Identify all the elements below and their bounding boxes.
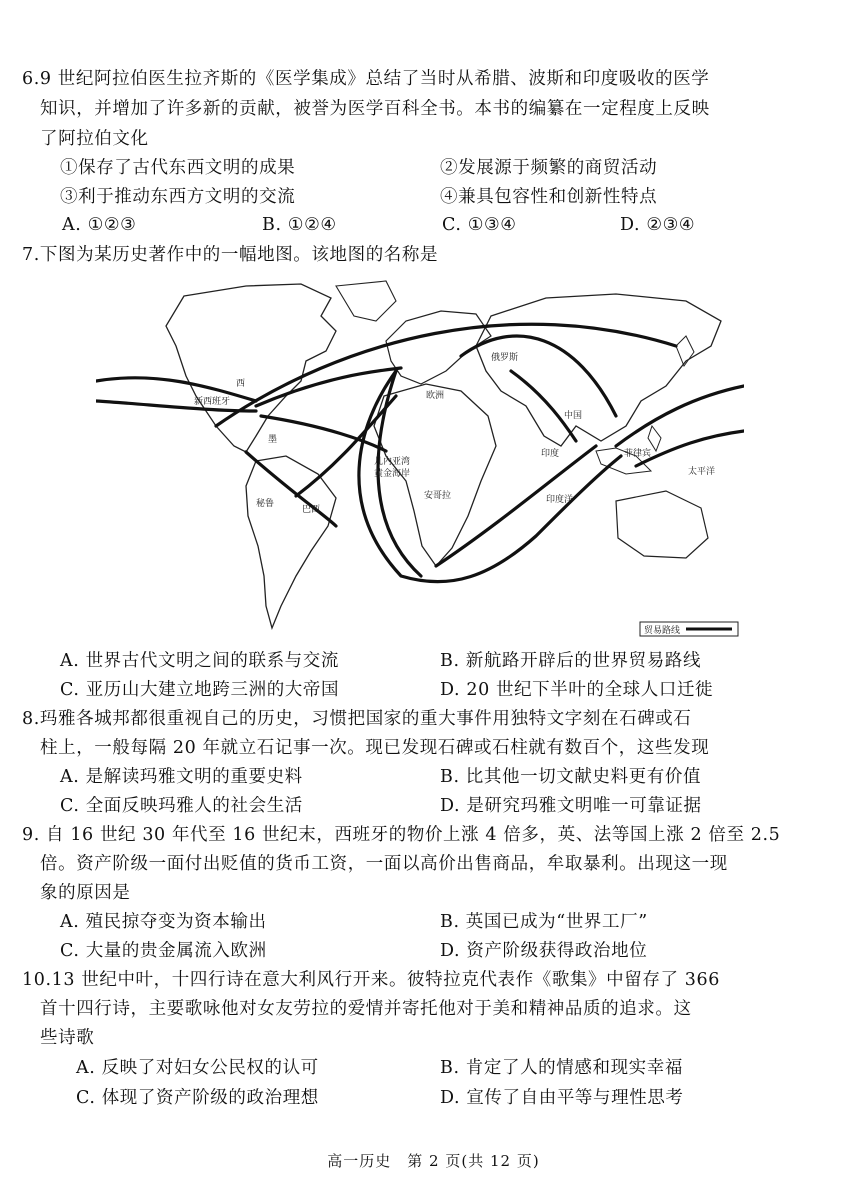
q10-option-d[interactable]: D. 宣传了自由平等与理性思考 xyxy=(440,1088,684,1108)
q7-option-a[interactable]: A. 世界古代文明之间的联系与交流 xyxy=(60,651,339,671)
q6-option-d[interactable]: D. ②③④ xyxy=(620,215,696,235)
map-label-europe: 欧洲 xyxy=(426,391,445,401)
q7-stem: 7.下图为某历史著作中的一幅地图。该地图的名称是 xyxy=(22,245,439,265)
q6-option-a[interactable]: A. ①②③ xyxy=(62,215,137,235)
page-footer: 高一历史 第 2 页(共 12 页) xyxy=(327,1152,540,1170)
map-legend-label: 贸易路线 xyxy=(644,626,681,636)
map-label-indian-ocean: 印度洋 xyxy=(546,495,574,505)
q9-option-d[interactable]: D. 资产阶级获得政治地位 xyxy=(440,941,648,961)
map-label-gold-coast: 黄金海岸 xyxy=(374,469,411,479)
q8-option-a[interactable]: A. 是解读玛雅文明的重要史料 xyxy=(60,767,303,787)
q9-option-a[interactable]: A. 殖民掠夺变为资本输出 xyxy=(60,912,267,932)
q6-item-3: ③利于推动东西方文明的交流 xyxy=(60,187,296,207)
q6-stem-line-3: 了阿拉伯文化 xyxy=(40,129,149,149)
map-label-new-spain: 新西班牙 xyxy=(194,397,231,407)
map-label-angola: 安哥拉 xyxy=(424,491,452,501)
q7-option-c[interactable]: C. 亚历山大建立地跨三洲的大帝国 xyxy=(60,680,340,700)
q9-stem-line-3: 象的原因是 xyxy=(40,883,131,903)
map-label-china: 中国 xyxy=(564,411,583,421)
q10-option-b[interactable]: B. 肯定了人的情感和现实幸福 xyxy=(440,1058,683,1078)
map-label-mexico: 墨 xyxy=(268,435,278,445)
q10-stem-line-3: 些诗歌 xyxy=(40,1028,95,1048)
map-label-russia: 俄罗斯 xyxy=(491,353,519,363)
q8-stem-line-1: 8.玛雅各城邦都很重视自己的历史，习惯把国家的重大事件用独特文字刻在石碑或石 xyxy=(22,709,692,729)
q6-item-4: ④兼具包容性和创新性特点 xyxy=(440,187,658,207)
q9-stem-line-1: 9. 自 16 世纪 30 年代至 16 世纪末，西班牙的物价上涨 4 倍多，英、法等国上涨 2 倍至 2.5 xyxy=(22,825,781,845)
q6-stem-line-2: 知识，并增加了许多新的贡献，被誉为医学百科全书。本书的编纂在一定程度上反映 xyxy=(40,99,710,119)
map-label-guinea: 几内亚湾 xyxy=(374,457,411,467)
q8-option-b[interactable]: B. 比其他一切文献史料更有价值 xyxy=(440,767,702,787)
map-label-philippines: 菲律宾 xyxy=(624,449,652,459)
q8-option-d[interactable]: D. 是研究玛雅文明唯一可靠证据 xyxy=(440,796,702,816)
q10-stem-line-2: 首十四行诗，主要歌咏他对女友劳拉的爱情并寄托他对于美和精神品质的追求。这 xyxy=(40,999,692,1019)
q10-stem-line-1: 10.13 世纪中叶，十四行诗在意大利风行开来。彼特拉克代表作《歌集》中留存了 366 xyxy=(22,970,720,990)
q6-stem-line-1: 6.9 世纪阿拉伯医生拉齐斯的《医学集成》总结了当时从希腊、波斯和印度吸收的医学 xyxy=(22,69,710,89)
q6-item-1: ①保存了古代东西文明的成果 xyxy=(60,158,296,178)
q6-item-2: ②发展源于频繁的商贸活动 xyxy=(440,158,658,178)
q9-option-b[interactable]: B. 英国已成为“世界工厂” xyxy=(440,912,648,932)
world-trade-routes-map xyxy=(96,276,744,642)
map-label-india: 印度 xyxy=(541,449,560,459)
q8-stem-line-2: 柱上，一般每隔 20 年就立石记事一次。现已发现石碑或石柱就有数百个，这些发现 xyxy=(40,738,710,758)
q10-option-a[interactable]: A. 反映了对妇女公民权的认可 xyxy=(76,1058,319,1078)
q6-option-b[interactable]: B. ①②④ xyxy=(262,215,337,235)
q9-option-c[interactable]: C. 大量的贵金属流入欧洲 xyxy=(60,941,267,961)
q7-option-d[interactable]: D. 20 世纪下半叶的全球人口迁徙 xyxy=(440,680,714,700)
q10-option-c[interactable]: C. 体现了资产阶级的政治理想 xyxy=(76,1088,319,1108)
map-label-xi: 西 xyxy=(236,379,246,389)
map-label-peru: 秘鲁 xyxy=(256,499,275,509)
q6-option-c[interactable]: C. ①③④ xyxy=(442,215,517,235)
q7-option-b[interactable]: B. 新航路开辟后的世界贸易路线 xyxy=(440,651,702,671)
q9-stem-line-2: 倍。资产阶级一面付出贬值的货币工资，一面以高价出售商品，牟取暴利。出现这一现 xyxy=(40,854,728,874)
q8-option-c[interactable]: C. 全面反映玛雅人的社会生活 xyxy=(60,796,303,816)
map-label-pacific: 太平洋 xyxy=(688,467,716,477)
map-label-brazil: 巴西 xyxy=(302,505,321,515)
